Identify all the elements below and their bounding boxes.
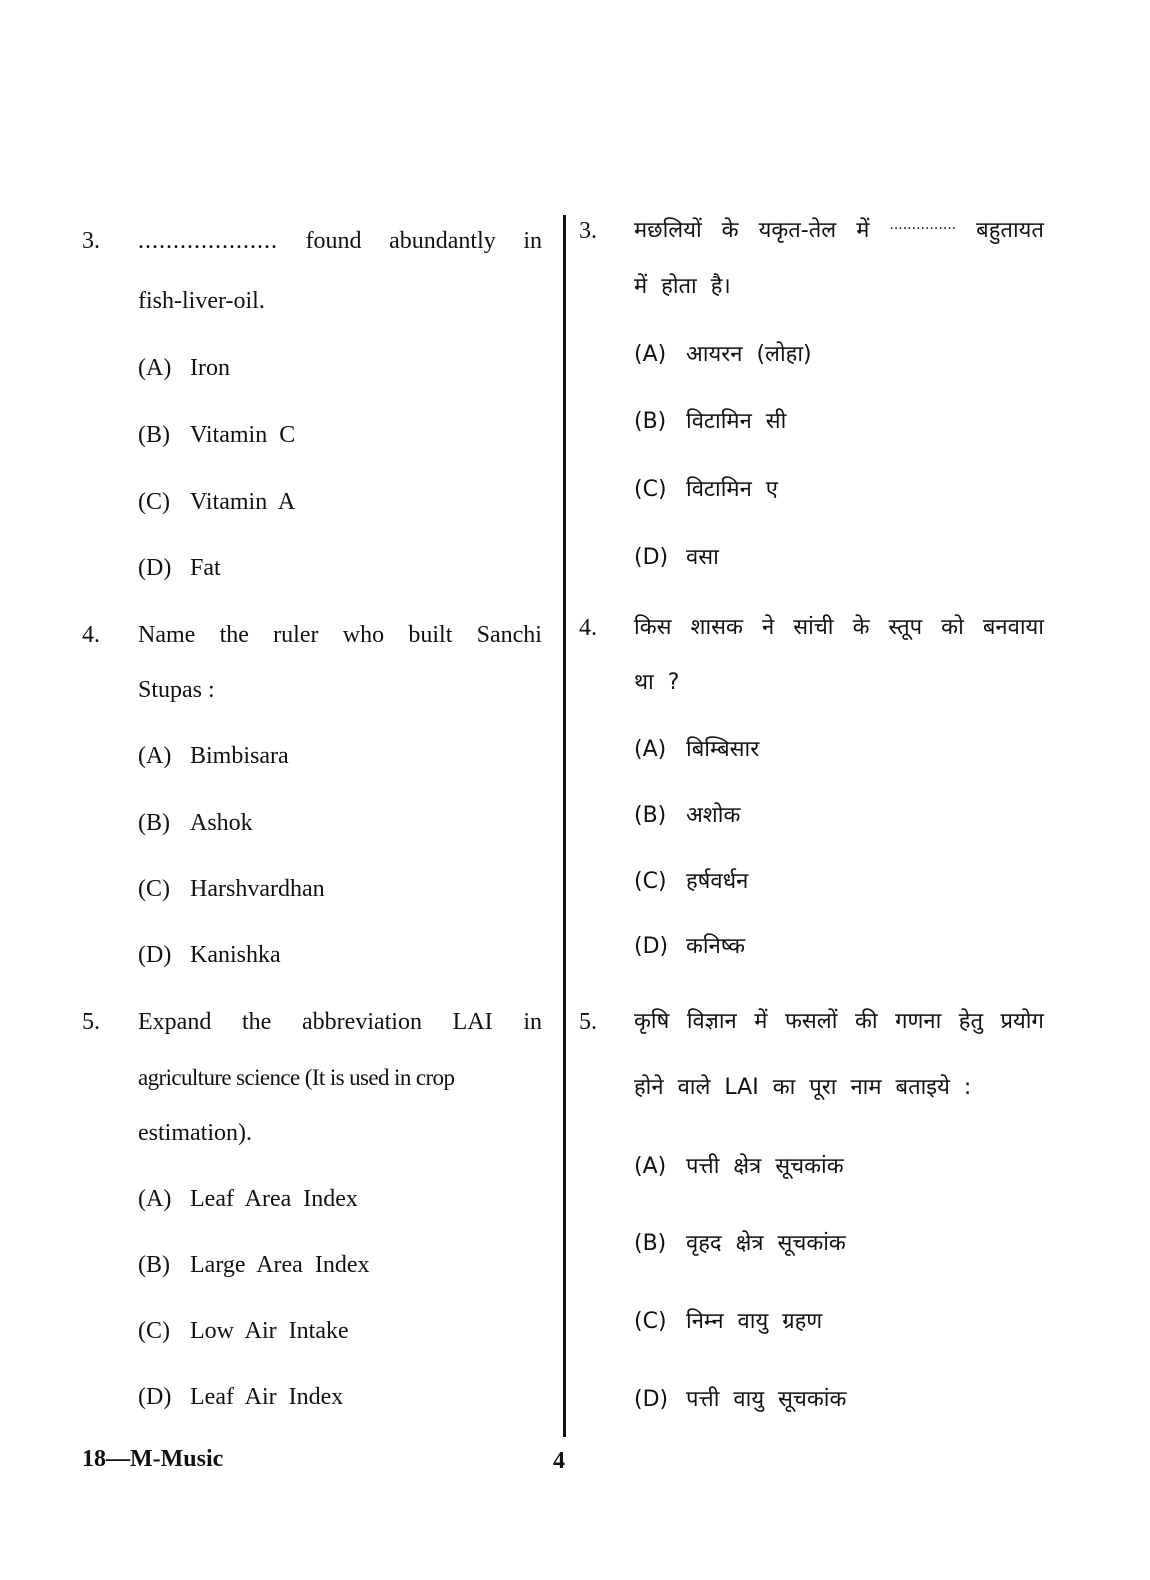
question-number: 3. (82, 228, 100, 254)
option-a[interactable] (138, 1184, 358, 1214)
option-c[interactable] (634, 475, 778, 505)
option-label: (C) (634, 869, 667, 894)
question-text-line (138, 1007, 542, 1037)
option-text: कनिष्क (686, 934, 746, 959)
word: कृषि (634, 1009, 670, 1034)
page-number: 4 (553, 1448, 565, 1474)
word: abbreviation (302, 1009, 422, 1035)
word: the (219, 622, 249, 648)
question-number: 4. (579, 615, 597, 641)
word: ruler (273, 622, 319, 648)
option-text: Kanishka (190, 942, 281, 968)
option-label: (C) (634, 1309, 667, 1334)
option-b[interactable] (138, 1250, 369, 1280)
option-label: (C) (138, 1318, 170, 1344)
word: abundantly (389, 228, 496, 254)
word: स्तूप (888, 615, 923, 640)
question-text-line: होने वाले LAI का पूरा नाम बताइये : (634, 1075, 972, 1100)
option-label: (B) (634, 409, 667, 434)
option-a[interactable] (138, 741, 289, 771)
option-c[interactable] (138, 874, 325, 904)
question-text-line: Stupas : (138, 677, 215, 703)
question-text-line: में होता है। (634, 274, 731, 299)
question-text-line: था ? (634, 670, 680, 695)
option-text: वसा (686, 545, 719, 570)
option-label: (A) (634, 737, 667, 762)
question-number: 3. (579, 218, 597, 244)
option-d[interactable] (138, 1382, 343, 1412)
word: मछलियों (634, 218, 702, 243)
option-b[interactable] (138, 808, 253, 838)
question-text-line: fish-liver-oil. (138, 288, 265, 314)
word: शासक (690, 615, 743, 640)
word: यकृत-तेल (758, 218, 837, 243)
option-text: Bimbisara (190, 743, 289, 769)
word: विज्ञान (686, 1009, 737, 1034)
option-text: आयरन (लोहा) (686, 342, 812, 367)
option-label: (A) (138, 743, 172, 769)
option-label: (D) (634, 934, 669, 959)
word: बहुतायत (976, 218, 1044, 243)
option-label: (D) (138, 942, 172, 968)
option-text: Leaf Area Index (190, 1186, 358, 1212)
option-label: (A) (634, 342, 667, 367)
word: बनवाया (982, 615, 1044, 640)
option-text: विटामिन सी (686, 409, 787, 434)
word: in (523, 228, 542, 254)
word: हेतु (958, 1009, 984, 1034)
option-label: (C) (138, 489, 170, 515)
word: built (408, 622, 453, 648)
option-text: वृहद क्षेत्र सूचकांक (686, 1231, 846, 1256)
word: के (852, 615, 870, 640)
option-label: (A) (138, 1186, 172, 1212)
word: who (342, 622, 385, 648)
option-text: Vitamin C (190, 422, 296, 448)
word: के (721, 218, 739, 243)
option-label: (C) (634, 477, 667, 502)
option-d[interactable] (138, 553, 221, 583)
word: Sanchi (476, 622, 542, 648)
option-label: (D) (138, 555, 172, 581)
word: में (754, 1009, 768, 1034)
option-label: (A) (634, 1154, 667, 1179)
option-text: पत्ती वायु सूचकांक (686, 1387, 847, 1412)
option-text: Large Area Index (190, 1252, 370, 1278)
word: सांची (793, 615, 834, 640)
option-label: (A) (138, 355, 172, 381)
question-number: 4. (82, 622, 100, 648)
question-number: 5. (579, 1009, 597, 1035)
question-number: 5. (82, 1009, 100, 1035)
option-c[interactable] (634, 1307, 822, 1337)
option-a[interactable] (634, 340, 812, 370)
option-b[interactable] (634, 1229, 846, 1259)
question-text-line: agriculture science (It is used in crop (138, 1065, 455, 1090)
option-d[interactable] (634, 932, 745, 962)
word: ने (762, 615, 775, 640)
option-d[interactable] (634, 1385, 846, 1415)
word: in (523, 1009, 542, 1035)
option-b[interactable] (634, 407, 786, 437)
word: Name (138, 622, 196, 648)
option-text: अशोक (686, 803, 741, 828)
word: में (856, 218, 870, 243)
option-c[interactable] (138, 1316, 349, 1346)
option-c[interactable] (138, 487, 295, 517)
option-text: बिम्बिसार (686, 737, 760, 762)
option-label: (B) (634, 1231, 667, 1256)
column-divider (563, 215, 566, 1437)
option-b[interactable] (138, 420, 295, 450)
question-text-line (634, 613, 1044, 643)
question-text-line: estimation). (138, 1120, 252, 1146)
booklet-code: 18—M-Music (82, 1446, 224, 1472)
option-text: पत्ती क्षेत्र सूचकांक (686, 1154, 844, 1179)
option-text: Iron (190, 355, 230, 381)
option-label: (B) (138, 810, 170, 836)
option-b[interactable] (634, 801, 740, 831)
option-text: Leaf Air Index (190, 1384, 344, 1410)
option-label: (B) (138, 422, 170, 448)
option-text: निम्न वायु ग्रहण (686, 1309, 823, 1334)
option-a[interactable] (634, 1152, 844, 1182)
word: LAI (452, 1009, 493, 1035)
question-text-line (634, 216, 1044, 246)
option-text: Fat (190, 555, 221, 581)
option-d[interactable] (634, 543, 719, 573)
word: की (854, 1009, 878, 1034)
word: फसलों (784, 1009, 838, 1034)
option-a[interactable] (138, 353, 230, 383)
option-label: (C) (138, 876, 170, 902)
option-text: Harshvardhan (190, 876, 325, 902)
word: Expand (138, 1009, 212, 1035)
word: गणना (895, 1009, 942, 1034)
answer-blank: ............... (889, 217, 957, 233)
option-text: हर्षवर्धन (686, 869, 749, 894)
option-label: (D) (634, 545, 669, 570)
option-a[interactable] (634, 735, 759, 765)
option-text: Low Air Intake (190, 1318, 349, 1344)
option-label: (D) (138, 1384, 172, 1410)
word: the (242, 1009, 272, 1035)
question-text-line (138, 226, 542, 256)
question-text-line (138, 620, 542, 650)
word: किस (634, 615, 672, 640)
answer-blank: .................... (138, 228, 278, 254)
word: प्रयोग (1000, 1009, 1044, 1034)
option-text: Vitamin A (190, 489, 296, 515)
option-label: (B) (634, 803, 667, 828)
option-text: विटामिन ए (686, 477, 778, 502)
option-label: (D) (634, 1387, 669, 1412)
option-c[interactable] (634, 867, 748, 897)
option-d[interactable] (138, 940, 281, 970)
word: found (305, 228, 362, 254)
option-text: Ashok (190, 810, 253, 836)
word: को (941, 615, 964, 640)
option-label: (B) (138, 1252, 170, 1278)
question-text-line (634, 1007, 1044, 1037)
